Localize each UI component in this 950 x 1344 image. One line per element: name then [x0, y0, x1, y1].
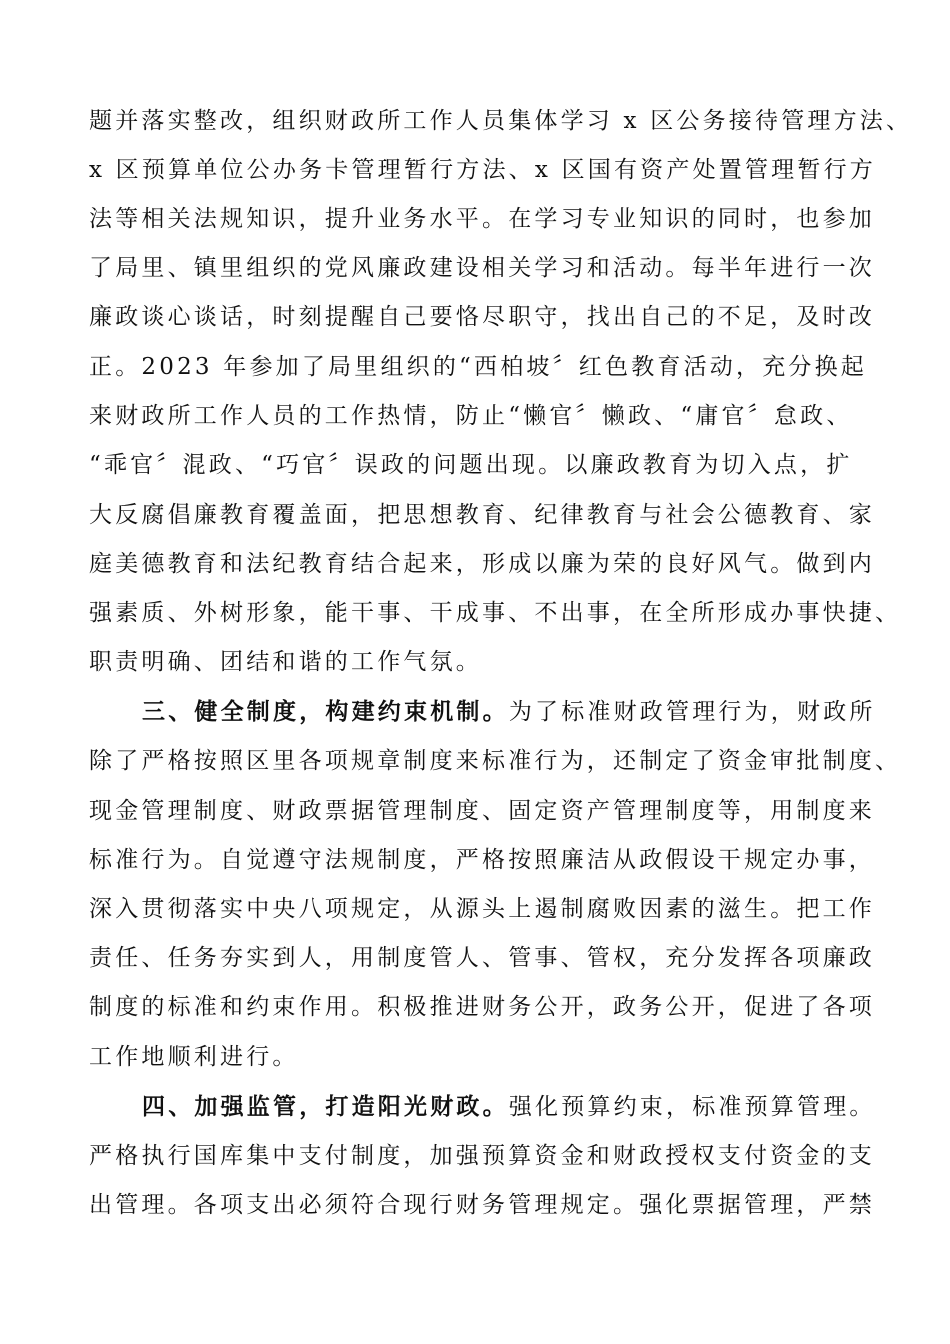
text-line: 除了严格按照区里各项规章制度来标准行为，还制定了资金审批制度、 [89, 748, 902, 774]
text-line: 职责明确、团结和谐的工作气氛。 [89, 649, 482, 675]
text-line: 出管理。各项支出必须符合现行财务管理规定。强化票据管理，严禁 [89, 1192, 875, 1218]
text-line: 工作地顺利进行。 [89, 1044, 299, 1070]
text-line: 深入贯彻落实中央八项规定，从源头上遏制腐败因素的滋生。把工作 [89, 896, 875, 922]
text-line: “乖官〞混政、“巧官〞误政的问题出现。以廉政教育为切入点，扩 [89, 452, 853, 478]
text-line: 严格执行国库集中支付制度，加强预算资金和财政授权支付资金的支 [89, 1143, 875, 1169]
section-three-intro: 为了标准财政管理行为，财政所 [508, 699, 876, 725]
text-line: 了局里、镇里组织的党风廉政建设相关学习和活动。每半年进行一次 [89, 255, 875, 281]
text-line: 题并落实整改，组织财政所工作人员集体学习 x 区公务接待管理方法、 [89, 108, 913, 134]
section-four-heading: 四、加强监管，打造阳光财政。 [142, 1094, 509, 1120]
text-line: 标准行为。自觉遵守法规制度，严格按照廉洁从政假设干规定办事， [89, 847, 875, 873]
text-line: 正。2023 年参加了局里组织的“西柏坡〞红色教育活动，充分换起 [89, 354, 868, 380]
section-four-intro: 强化预算约束，标准预算管理。 [508, 1094, 876, 1120]
text-line: 庭美德教育和法纪教育结合起来，形成以廉为荣的良好风气。做到内 [89, 551, 875, 577]
section-four-first-line [142, 1092, 876, 1122]
text-line: 大反腐倡廉教育覆盖面，把思想教育、纪律教育与社会公德教育、家 [89, 502, 875, 528]
text-line: 强素质、外树形象，能干事、干成事、不出事，在全所形成办事快捷、 [89, 600, 902, 626]
text-line: 责任、任务夯实到人，用制度管人、管事、管权，充分发挥各项廉政 [89, 945, 875, 971]
text-line: 制度的标准和约束作用。积极推进财务公开，政务公开，促进了各项 [89, 994, 875, 1020]
section-three-heading: 三、健全制度，构建约束机制。 [142, 699, 509, 725]
text-line: 现金管理制度、财政票据管理制度、固定资产管理制度等，用制度来 [89, 798, 875, 824]
text-line: x 区预算单位公办务卡管理暂行方法、x 区国有资产处置管理暂行方 [89, 157, 876, 183]
text-line: 来财政所工作人员的工作热情，防止“懒官〞懒政、“庸官〞怠政、 [89, 403, 853, 429]
text-line: 廉政谈心谈话，时刻提醒自己要恪尽职守，找出自己的不足，及时改 [89, 304, 875, 330]
section-three-first-line [142, 697, 876, 727]
text-line: 法等相关法规知识，提升业务水平。在学习专业知识的同时，也参加 [89, 206, 875, 232]
